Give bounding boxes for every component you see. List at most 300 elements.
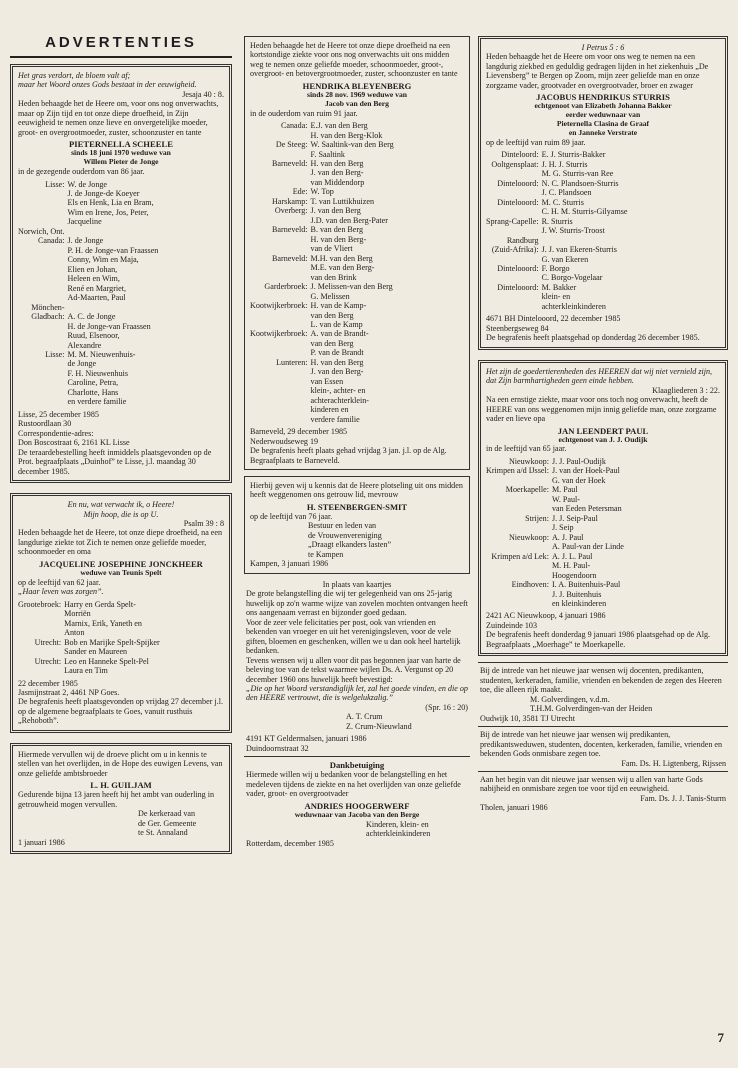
family-names: I. A. Buitenhuis-Paul	[551, 580, 621, 590]
family-place	[486, 226, 539, 235]
family-place: Krimpen a/d IJssel:	[486, 466, 549, 476]
family-place: Barneveld:	[272, 225, 308, 235]
family-names: J. W. Sturris-Troost	[541, 226, 605, 236]
family-names: G. van Ekeren	[541, 254, 589, 264]
family-names: H. van den Berg	[310, 159, 364, 169]
family-names: R. Sturris	[541, 216, 573, 226]
family-place	[250, 396, 308, 405]
family-names: M. M. Nieuwenhuis-	[67, 349, 136, 359]
family-place	[18, 397, 65, 406]
footer-line: 2421 AC Nieuwkoop, 4 januari 1986	[486, 611, 606, 621]
family-names: A. J. Paul	[551, 532, 584, 542]
family-place	[486, 561, 549, 570]
address-line: Oudwijk 10, 3581 TJ Utrecht	[480, 713, 575, 723]
family-place: Dintelooord:	[497, 178, 539, 188]
notice-intro: Na een ernstige ziekte, maar voor ons toch nog onverwacht, heeft de HEERE van ons weggenomen mijn innig geliefde man, onze zorgzame vader en lieve opa	[486, 395, 717, 424]
family-place	[250, 377, 308, 386]
family-place	[486, 571, 549, 580]
family-names: Anton	[64, 628, 85, 638]
notice-golverdingen	[478, 666, 728, 723]
footer-line: 4671 BH Dintelooord, 22 december 1985	[486, 314, 621, 324]
notice-body: Tevens wensen wij u allen voor dit pas begonnen jaar van harte de beleving toe van de tekst waarmee wijlen Ds. A. Vergunst op 20 december 1960 ons huwelijk heeft bevestigd:	[246, 655, 461, 684]
family-names: A. Paul-van der Linde	[551, 542, 624, 552]
footer-line: 22 december 1985	[18, 678, 78, 688]
family-names: J. H. J. Sturris	[541, 159, 588, 169]
notice-intro: Heden behaagde het de Heere tot onze diepe droefheid na een kortstondige ziekte voor ons nog onverwachts uit ons midden weg te nemen onze geliefde moeder, schoonmoeder, groot-, overgroot- en betovergrootmoeder, zuster, schoonzuster en tante	[250, 41, 458, 79]
notice-body: Bij de intrede van het nieuwe jaar wensen wij predikanten, predikantsweduwen, studenten, docenten, kerkeraden, familie, vrienden en bekenden Gods onmisbare zegen toe.	[480, 730, 723, 759]
family-place	[18, 274, 65, 283]
notice-steenbergen	[244, 476, 470, 574]
family-place: Ooltgensplaat:	[491, 159, 539, 169]
family-names: de Jonge	[67, 359, 97, 369]
family-place	[486, 476, 549, 485]
deceased-name: PIETERNELLA SCHEELE	[69, 139, 173, 150]
notice-title: In plaats van kaartjes	[322, 579, 392, 589]
family-names: H. van den Berg-Klok	[310, 130, 383, 140]
family-names: P. H. de Jonge-van Fraassen	[67, 245, 159, 255]
family-names	[68, 303, 224, 312]
family-place	[18, 647, 61, 656]
family-place	[250, 292, 308, 301]
family-place	[250, 348, 308, 357]
family-names: L. van de Kamp	[310, 319, 363, 329]
family-place: Nieuwkoop:	[508, 532, 549, 542]
family-list	[486, 150, 720, 311]
family-place	[250, 367, 308, 376]
family-names: W. Top	[310, 187, 334, 197]
family-place	[18, 208, 65, 217]
family-place	[18, 378, 65, 387]
family-place	[18, 359, 65, 368]
family-names: klein- en	[541, 292, 571, 302]
notice-body: De grote belangstelling die wij ter gelegenheid van ons 25-jarig huwelijk op zo'n warme wijze van zovelen mochten ontvangen heeft ons aangenaam verrast en bijzonder goed gedaan.	[246, 589, 468, 618]
burial-info: De begrafenis heeft plaatsgevonden op vrijdag 27 december j.l. op de algemene begraafplaats te Goes, vanuit rusthuis „Rehoboth”.	[18, 697, 223, 726]
notice-guiljam	[10, 743, 232, 854]
family-place: Dintelooord:	[497, 263, 539, 273]
family-place	[18, 265, 65, 274]
family-place	[250, 320, 308, 329]
family-names: W. Paul-	[551, 494, 580, 504]
age-line: in de ouderdom van ruim 91 jaar.	[250, 108, 358, 118]
family-names: J. Melissen-van den Berg	[310, 282, 393, 292]
deceased-subtitle: weduwe van Teunis Spelt	[80, 567, 162, 577]
family-names: Ruud, Elsenoor,	[67, 331, 120, 341]
family-names: M. H. Paul-	[551, 561, 591, 571]
notice-body: Gedurende bijna 13 jaren heeft hij het ambt van ouderling in getrouwheid mogen vervullen.	[18, 790, 214, 809]
family-place	[18, 331, 65, 340]
notice-intro: Hierbij geven wij u kennis dat de Heere plotseling uit ons midden heeft weggenomen ons getrouw lid, mevrouw	[250, 481, 463, 500]
family-place	[18, 666, 61, 675]
family-place	[250, 131, 308, 140]
sign-line: Bestuur en leden van	[308, 521, 377, 531]
notice-bleyenberg	[244, 36, 470, 470]
family-names: Wim en Irene, Jos, Peter,	[67, 207, 149, 217]
family-names: Caroline, Petra,	[67, 378, 119, 388]
family-names: A. J. L. Paul	[551, 551, 593, 561]
family-place	[486, 207, 539, 216]
family-place: Overberg:	[274, 206, 308, 216]
family-names: J. J. Paul-Oudijk	[551, 456, 606, 466]
family-place	[486, 542, 549, 551]
family-place	[250, 235, 308, 244]
footer-line: Don Boscostraat 6, 2161 KL Lisse	[18, 438, 130, 448]
sign-line: Fam. Ds. H. Ligtenberg, Rijssen	[621, 758, 726, 768]
family-place	[486, 292, 539, 301]
deceased-subtitle: en Janneke Verstrate	[568, 128, 638, 138]
family-place: Nieuwkoop:	[508, 456, 549, 466]
sign-line: achterkleinkinderen	[366, 829, 431, 839]
family-place	[250, 168, 308, 177]
family-names: J. J. van Ekeren-Sturris	[541, 245, 617, 255]
family-names: C. H. M. Sturris-Gilyamse	[541, 207, 628, 217]
notice-ligtenberg	[478, 730, 728, 768]
family-names: C. Borgo-Vogelaar	[541, 273, 603, 283]
family-names: René en Margriet,	[67, 283, 127, 293]
family-place: De Steeg:	[275, 140, 308, 150]
family-place	[18, 284, 65, 293]
family-place	[250, 263, 308, 272]
family-names: H. van den Berg	[310, 357, 364, 367]
family-names: J. de Jonge	[67, 236, 104, 246]
family-place	[18, 293, 65, 302]
family-place: Strijen:	[525, 513, 549, 523]
family-names: Alexandre	[67, 340, 102, 350]
burial-info: De begrafenis heeft plaats gehad vrijdag 3 jan. j.l. op de Alg. Begraafplaats te Barneveld.	[250, 446, 447, 465]
deceased-name: JAN LEENDERT PAUL	[557, 425, 649, 436]
family-place	[18, 628, 61, 637]
family-place: Kootwijkerbroek:	[250, 301, 308, 311]
family-place	[250, 311, 308, 320]
family-list	[250, 121, 464, 424]
family-names: J. van den Berg-	[310, 367, 364, 377]
family-place	[250, 273, 308, 282]
family-names: Morriën	[64, 609, 91, 619]
notice-body: Aan het begin van dit nieuwe jaar wensen wij u allen van harte Gods nabijheid en onmisbare zegen toe voor tijd en eeuwigheid.	[480, 775, 703, 794]
burial-info: De teraardebestelling heeft inmiddels plaatsgevonden op de Prot. begraafplaats „Duinhof” te Lisse, j.l. maandag 30 december 1985.	[18, 447, 212, 476]
sign-line: te St. Annaland	[138, 828, 188, 838]
sign-line: De kerkeraad van	[138, 809, 196, 819]
family-place	[486, 523, 549, 532]
family-place: Kootwijkerbroek:	[250, 329, 308, 339]
notice-intro: Heden behaagde het de Heere om, voor ons nog onverwachts, maar op Zijn tijd en tot onze diepe droefheid, in Zijn eeuwigheid te nemen onze lieve en onvergetelijke moeder, groot- en overgrootmoeder, zuster, schoonzuster en tante	[18, 99, 219, 137]
family-place: Utrecht:	[34, 656, 62, 666]
footer-line: Jasmijnstraat 2, 4461 NP Goes.	[18, 687, 120, 697]
family-names: T. van Luttikhuizen	[310, 196, 375, 206]
notice-intro: Hiermede vervullen wij de droeve plicht om u in kennis te stellen van het overlijden, in de Hope des euwigen Levens, van onze geliefde ambtsbroeder	[18, 749, 223, 778]
deceased-name: H. STEENBERGEN-SMIT	[306, 501, 408, 512]
footer-line: Nederwoudseweg 19	[250, 436, 319, 446]
family-place	[250, 415, 308, 424]
date-line: Tholen, januari 1986	[480, 803, 548, 813]
family-place: Lunteren:	[276, 357, 308, 367]
notice-paul	[478, 360, 728, 657]
deceased-name: JACQUELINE JOSEPHINE JONCKHEER	[39, 558, 203, 569]
footer-line: Correspondentie-adres:	[18, 428, 94, 438]
family-names	[542, 236, 720, 245]
family-names: kinderen en	[310, 405, 349, 415]
family-place: Dinteloord:	[501, 150, 539, 160]
page-number: 7	[717, 1030, 724, 1045]
family-place: Randburg	[506, 235, 539, 245]
sign-line: T.H.M. Golverdingen-van der Heiden	[530, 704, 653, 714]
family-names: W. Saaltink-van den Berg	[310, 140, 394, 150]
family-place: Lisse:	[45, 349, 65, 359]
notice-body: Voor de zeer vele felicitaties per post, ook van vrienden en bekenden van vroeger en uit het verenigingsleven, voor de vele giften, bloemen en geschenken, willen we u dan ook heel hartelijk bedanken.	[246, 617, 461, 656]
notice-kaartjes	[244, 580, 470, 753]
deceased-subtitle: sinds 18 juni 1970 weduwe van	[71, 148, 171, 158]
age-line: in de gezegende ouderdom van 86 jaar.	[18, 167, 145, 177]
deceased-name: L. H. GUILJAM	[90, 780, 152, 791]
verse-line: Mijn hoop, die is op U.	[83, 509, 159, 519]
family-names: J. van den Berg	[310, 206, 361, 216]
section-header: ADVERTENTIES	[10, 34, 232, 58]
family-place: Gladbach:	[31, 312, 65, 322]
family-names: Laura en Tim	[64, 666, 108, 676]
family-names: van den Berg	[310, 338, 354, 348]
deceased-subtitle: echtgenoot van J. J. Oudijk	[558, 434, 648, 444]
deceased-name: JACOBUS HENDRIKUS STURRIS	[536, 92, 670, 103]
age-line: op de leeftijd van ruim 89 jaar.	[486, 137, 586, 147]
notice-dankbetuiging	[244, 760, 470, 848]
deceased-subtitle: echtgenoot van Elizabeth Johanna Bakker	[534, 101, 672, 111]
family-list	[18, 600, 224, 676]
family-place	[486, 495, 549, 504]
column-right	[478, 0, 728, 813]
footer-line: 4191 KT Geldermalsen, januari 1986	[246, 734, 367, 744]
notice-jonckheer	[10, 493, 232, 733]
family-names: M. Bakker	[541, 282, 577, 292]
burial-info: De begrafenis heeft donderdag 9 januari 1986 plaatsgehad op de Alg. Begraafplaats „Moerhage” te Moerkapelle.	[486, 630, 711, 649]
sign-line: te Kampen	[308, 549, 344, 559]
family-names: E.J. van den Berg	[310, 121, 368, 131]
family-list	[486, 457, 720, 609]
verse-ref: Klaagliederen 3 : 22.	[652, 385, 720, 395]
family-names: H. van den Berg-	[310, 234, 367, 244]
family-names: M. C. Sturris	[541, 197, 584, 207]
verse-line: Het gras verdort, de bloem valt af;	[18, 71, 131, 80]
family-place	[18, 388, 65, 397]
family-names: Harry en Gerda Spelt-	[64, 599, 136, 609]
family-names: en kleinkinderen	[551, 598, 607, 608]
verse-ref: Jesaja 40 : 8.	[182, 89, 224, 99]
family-names: M. Paul	[551, 485, 578, 495]
column-left	[10, 0, 232, 860]
family-place: Grootebroek:	[18, 599, 62, 609]
sign-line: Z. Crum-Nieuwland	[346, 721, 412, 731]
sign-line: A. T. Crum	[346, 712, 383, 722]
family-place: Dintelooord:	[497, 197, 539, 207]
family-names: A. van de Brandt-	[310, 329, 369, 339]
notice-sturris	[478, 36, 728, 350]
family-place: Norwich, Ont.	[18, 226, 65, 236]
family-names: van Middendorp	[310, 177, 365, 187]
family-names: J. van den Berg-	[310, 168, 364, 178]
family-place: Garderbroek:	[264, 282, 308, 292]
family-names: van Eeden Petersman	[551, 504, 622, 514]
deceased-name: HENDRIKA BLEYENBERG	[302, 80, 412, 91]
family-place: Canada:	[281, 121, 308, 131]
family-names: A. C. de Jonge	[67, 312, 116, 322]
verse-line: maar het Woord onzes Gods bestaat in der eeuwigheid.	[18, 80, 197, 90]
family-names: M.E. van den Berg-	[310, 263, 375, 273]
family-names: F. Borgo	[541, 263, 570, 273]
verse-line: En nu, wat verwacht ik, o Heere!	[67, 500, 175, 510]
footer-line: Zuindeinde 103	[486, 620, 538, 630]
date-line: Rotterdam, december 1985	[246, 838, 334, 848]
family-names: J. C. Plandsoen	[541, 188, 592, 198]
family-names: Conny, Wim en Maja,	[67, 255, 139, 265]
notice-tanis	[478, 775, 728, 813]
family-names: P. van de Brandt	[310, 348, 364, 358]
column-middle	[244, 0, 470, 848]
family-place	[486, 590, 549, 599]
family-place	[486, 169, 539, 178]
family-place	[486, 273, 539, 282]
deceased-subtitle: Jacob van den Berg	[325, 98, 389, 108]
family-names: F. Saaltink	[310, 149, 345, 159]
notice-title: Dankbetuiging	[329, 760, 385, 771]
family-place	[486, 599, 549, 608]
family-place	[18, 369, 65, 378]
family-names: Hoogendoorn	[551, 570, 597, 580]
family-place: Mönchen-	[31, 302, 65, 312]
family-names: Bob en Marijke Spelt-Spijker	[64, 637, 160, 647]
family-names: G. van der Hoek	[551, 475, 606, 485]
footer-line: Duindoornstraat 32	[246, 743, 309, 753]
family-place	[18, 322, 65, 331]
deceased-subtitle: weduwnaar van Jacoba van den Berge	[294, 809, 420, 819]
family-names: J. de Jonge-de Koeyer	[67, 189, 140, 199]
verse-ref: (Spr. 16 : 20)	[425, 702, 468, 712]
deceased-subtitle: sinds 28 nov. 1969 weduwe van	[306, 89, 407, 99]
family-names: N. C. Plandsoen-Sturris	[541, 178, 619, 188]
footer-line: Rustoordlaan 30	[18, 419, 72, 429]
family-place: Eindhoven:	[511, 580, 549, 590]
verse-ref: Psalm 39 : 8	[183, 519, 224, 529]
family-names: E. J. Sturris-Bakker	[541, 150, 606, 160]
quote-line: „Haar leven was zorgen”.	[18, 587, 104, 597]
family-names: G. Melissen	[310, 291, 350, 301]
family-names: F. H. Nieuwenhuis	[67, 368, 129, 378]
family-place	[250, 386, 308, 395]
family-place: Ede:	[292, 187, 308, 197]
family-place	[250, 339, 308, 348]
family-place: Harskamp:	[272, 196, 308, 206]
family-place	[486, 188, 539, 197]
deceased-subtitle: Pieternella Clasina de Graaf	[556, 119, 650, 129]
family-place	[18, 217, 65, 226]
family-names: van den Brink	[310, 272, 357, 282]
family-names: Jacqueline	[67, 217, 102, 227]
family-names: B. van den Berg	[310, 225, 363, 235]
family-names: Marnix, Erik, Yaneth en	[64, 618, 142, 628]
family-names: J.D. van den Berg-Pater	[310, 215, 388, 225]
family-names: J. J. Buitenhuis	[551, 589, 602, 599]
family-place	[250, 216, 308, 225]
sign-line: Fam. Ds. J. J. Tanis-Sturm	[640, 793, 726, 803]
family-place: Sprang-Capelle:	[486, 216, 539, 226]
sign-line: Kinderen, klein- en	[366, 819, 429, 829]
date-line: 1 januari 1986	[18, 837, 65, 847]
family-names: Charlotte, Hans	[67, 387, 119, 397]
family-names: verdere familie	[310, 414, 360, 424]
family-names: W. de Jonge	[67, 179, 108, 189]
notice-body: Bij de intrede van het nieuwe jaar wensen wij docenten, predikanten, studenten, kerkeraden, familie, vrienden en bekenden de zegen des Heeren toe, die alleen rijk maakt.	[480, 666, 722, 695]
footer-line: Steenbergseweg 84	[486, 323, 549, 333]
family-place	[486, 302, 539, 311]
age-line: in de leeftijd van 65 jaar.	[486, 444, 567, 454]
family-names: Ad-Maarten, Paul	[67, 293, 126, 303]
family-names: J. van der Hoek-Paul	[551, 466, 620, 476]
family-place	[18, 619, 61, 628]
family-names: achterachterklein-	[310, 395, 369, 405]
family-names: M.H. van den Berg	[310, 253, 373, 263]
family-names: Heleen en Wim,	[67, 274, 120, 284]
sign-line: de Vrouwenvereniging	[308, 530, 382, 540]
family-place	[486, 255, 539, 264]
family-names: J. Seip	[551, 523, 574, 533]
family-names: H. van de Kamp-	[310, 301, 367, 311]
family-place: Barneveld:	[272, 253, 308, 263]
notice-scheele	[10, 64, 232, 483]
family-list	[18, 180, 224, 407]
footer-line: Lisse, 25 december 1985	[18, 409, 99, 419]
family-names	[68, 227, 224, 236]
family-names: klein-, achter- en	[310, 386, 366, 396]
sign-line: de Ger. Gemeente	[138, 818, 197, 828]
sign-line: M. Golverdingen, v.d.m.	[530, 694, 610, 704]
family-place: (Zuid-Afrika):	[491, 245, 539, 255]
family-place	[18, 246, 65, 255]
family-place	[250, 244, 308, 253]
notice-body: Hiermede willen wij u bedanken voor de belangstelling en het medeleven tijdens de ziekte en na het overlijden van onze geliefde vader, groot- en overgrootvader	[246, 770, 461, 799]
burial-info: De begrafenis heeft plaatsgehad op donderdag 26 december 1985.	[486, 333, 700, 343]
footer-line: Barneveld, 29 december 1985	[250, 427, 348, 437]
notice-intro: Heden behaagde het de Heere, tot onze diepe droefheid, na een langdurige ziekte tot Zich te nemen onze geliefde moeder, schoonmoeder en oma	[18, 528, 223, 557]
family-place	[18, 341, 65, 350]
deceased-name: ANDRIES HOOGERWERF	[304, 800, 410, 811]
family-place: Utrecht:	[34, 637, 62, 647]
family-names: achterkleinkinderen	[541, 301, 606, 311]
family-place: Canada:	[38, 236, 65, 246]
family-names: H. de Jonge-van Fraassen	[67, 321, 151, 331]
verse-line: Het zijn de goedertierenheden des HEEREN dat wij niet vernield zijn, dat Zijn barmhartigheden geen einde hebben.	[486, 366, 713, 386]
family-place: Dintelooord:	[497, 282, 539, 292]
notice-intro: Heden behaagde het de Heere om voor ons weg te nemen na een langdurig ziekbed en geduldig gedragen lijden in het ziekenhuis „De Lievensberg” te Bergen op Zoom, mijn zeer geliefde man en onze zorgzame vader, grootvader en overgrootvader, broer en zwager	[486, 52, 709, 90]
age-line: op de leeftijd van 76 jaar.	[250, 512, 333, 521]
age-line: op de leeftijd van 62 jaar.	[18, 577, 101, 587]
family-names: en verdere familie	[67, 397, 127, 407]
deceased-subtitle: eerder weduwnaar van	[565, 110, 641, 120]
deceased-subtitle: Willem Pieter de Jonge	[83, 157, 159, 167]
family-names: Leo en Hanneke Spelt-Pel	[64, 656, 149, 666]
family-place	[18, 255, 65, 264]
family-names: Els en Henk, Lia en Bram,	[67, 198, 154, 208]
family-place	[18, 198, 65, 207]
family-names: M. G. Sturris-van Ree	[541, 169, 614, 179]
family-place	[250, 150, 308, 159]
date-line: Kampen, 3 januari 1986	[250, 559, 329, 569]
family-place: Lisse:	[45, 179, 65, 189]
family-names: van Essen	[310, 376, 344, 386]
quote-line: „Die op het Woord verstandiglijk let, zal het goede vinden, en die op den HEERE vertrouwt, die is welgelukzalig.”	[246, 683, 468, 703]
family-place: Krimpen a/d Lek:	[491, 551, 549, 561]
family-place	[18, 609, 61, 618]
family-names: van de Vliert	[310, 244, 353, 254]
family-names: van den Berg	[310, 310, 354, 320]
family-place	[250, 405, 308, 414]
family-place: Barneveld:	[272, 159, 308, 169]
